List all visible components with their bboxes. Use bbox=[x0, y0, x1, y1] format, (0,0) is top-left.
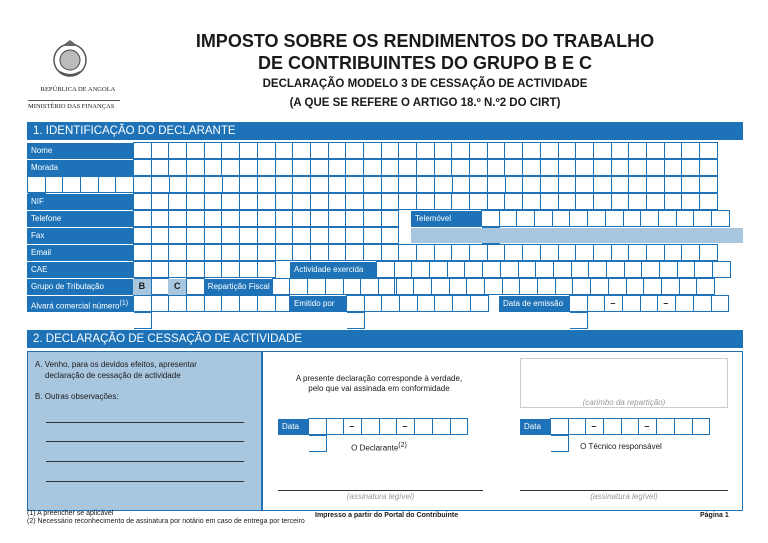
fax-field[interactable] bbox=[133, 227, 416, 244]
tecnico-date-dash1: – bbox=[591, 421, 597, 431]
actividade-field[interactable] bbox=[376, 261, 748, 278]
page-title-line2: DE CONTRIBUINTES DO GRUPO B E C bbox=[257, 53, 593, 73]
statement-line2: pelo que vai assinada em conformidade bbox=[308, 384, 450, 393]
tecnico-signature-caption: (assinatura legível) bbox=[590, 492, 658, 501]
emblem-icon bbox=[50, 38, 90, 80]
telefone-field[interactable] bbox=[133, 210, 416, 227]
grupo-c-checkbox[interactable] bbox=[186, 278, 204, 295]
item-a-line1: A. Venho, para os devidos efeitos, apresentar bbox=[35, 360, 197, 369]
ministry-name: MINISTÉRIO DAS FINANÇAS bbox=[28, 103, 115, 110]
morada-field[interactable] bbox=[133, 159, 735, 176]
page-subtitle-line2: (A QUE SE REFERE O ARTIGO 18.º N.º2 DO CIRT) bbox=[289, 97, 561, 109]
morada-label: Morada bbox=[27, 160, 133, 176]
fax-label: Fax bbox=[27, 228, 133, 244]
grupo-b-checkbox[interactable] bbox=[151, 278, 169, 295]
emitido-field[interactable] bbox=[346, 295, 505, 312]
country-name: REPÚBLICA DE ANGOLA bbox=[40, 86, 116, 93]
actividade-label: Actividade exercida bbox=[290, 262, 376, 278]
tecnico-date-label: Data bbox=[520, 419, 550, 435]
nome-field[interactable] bbox=[133, 142, 735, 159]
tecnico-label: O Técnico responsável bbox=[580, 442, 662, 451]
data-emissao-dash2: – bbox=[663, 298, 669, 308]
item-a-line2: declaração de cessação de actividade bbox=[45, 371, 181, 380]
item-b: B. Outras observações: bbox=[35, 392, 119, 401]
alvara-label: Alvará comercial número$^{(1)}$ bbox=[27, 296, 133, 312]
alvara-field[interactable] bbox=[133, 295, 292, 312]
nif-field[interactable] bbox=[133, 193, 735, 210]
footer-page: Página 1 bbox=[700, 512, 729, 519]
reparticao-label: Repartição Fiscal bbox=[204, 279, 272, 295]
fax-shaded-area bbox=[411, 228, 743, 243]
declarante-signature-line[interactable] bbox=[278, 490, 483, 491]
footer-note2: (2) Necessário reconhecimento de assinatura por notário em caso de entrega por terceiro bbox=[27, 518, 305, 525]
page-title-line1: IMPOSTO SOBRE OS RENDIMENTOS DO TRABALHO bbox=[195, 31, 655, 51]
header-rule bbox=[28, 100, 120, 101]
declarante-date-dash1: – bbox=[349, 421, 355, 431]
declarante-label: O Declarante$^{(2)}$ bbox=[351, 442, 407, 453]
email-label: Email bbox=[27, 245, 133, 261]
telemovel-field[interactable] bbox=[481, 210, 747, 227]
section1-title: 1. IDENTIFICAÇÃO DO DECLARANTE bbox=[27, 122, 743, 140]
data-emissao-label: Data de emissão bbox=[499, 296, 569, 312]
tecnico-signature-line[interactable] bbox=[520, 490, 728, 491]
cae-field[interactable] bbox=[133, 261, 292, 278]
nome-label: Nome bbox=[27, 143, 133, 159]
reparticao-field[interactable] bbox=[272, 278, 732, 295]
tecnico-date-dash2: – bbox=[644, 421, 650, 431]
emitido-label: Emitido por bbox=[290, 296, 346, 312]
declarante-date-dash2: – bbox=[402, 421, 408, 431]
footer-note1: (1) A preencher se aplicável bbox=[27, 510, 114, 517]
observations-line[interactable] bbox=[46, 481, 244, 482]
grupo-c-text: C bbox=[173, 281, 181, 291]
telemovel-label: Telemóvel bbox=[411, 211, 481, 227]
morada-field-continued[interactable] bbox=[27, 176, 735, 193]
footer-printed: Impresso a partir do Portal do Contribuinte bbox=[315, 512, 459, 519]
page-subtitle-line1: DECLARAÇÃO MODELO 3 DE CESSAÇÃO DE ACTIVIDADE bbox=[262, 78, 588, 90]
cae-label: CAE bbox=[27, 262, 133, 278]
grupo-b-text: B bbox=[138, 281, 146, 291]
declarante-signature-caption: (assinatura legível) bbox=[346, 492, 415, 501]
email-field[interactable] bbox=[133, 244, 735, 261]
grupo-label: Grupo de Tributação bbox=[27, 279, 133, 295]
declarante-date-label: Data bbox=[278, 419, 308, 435]
stamp-caption: (carimbo da repartição) bbox=[582, 398, 666, 407]
telefone-label: Telefone bbox=[27, 211, 133, 227]
nif-label: NIF bbox=[27, 194, 133, 210]
observations-line[interactable] bbox=[46, 422, 244, 423]
observations-line[interactable] bbox=[46, 461, 244, 462]
statement-line1: A presente declaração corresponde à verdade, bbox=[295, 374, 463, 383]
section2-title: 2. DECLARAÇÃO DE CESSAÇÃO DE ACTIVIDADE bbox=[27, 330, 743, 348]
observations-line[interactable] bbox=[46, 441, 244, 442]
data-emissao-dash1: – bbox=[610, 298, 616, 308]
